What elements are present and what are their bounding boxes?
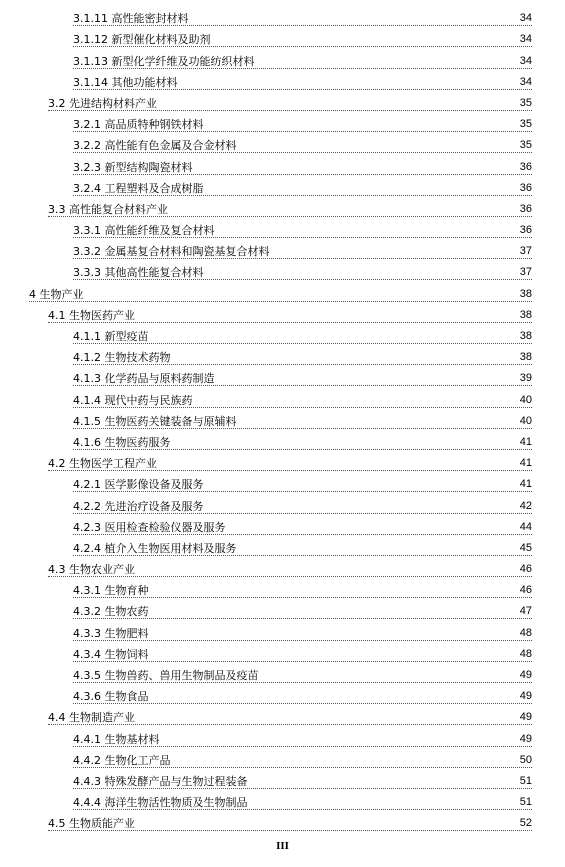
toc-entry-title: 3.3.2 金属基复合材料和陶瓷基复合材料 [73,245,270,259]
toc-entry-page: 37 [519,245,532,258]
toc-entry-page: 49 [519,732,532,745]
toc-entry-title: 4 生物产业 [29,287,84,301]
dot-leader [73,364,532,365]
toc-entry-title: 3.1.14 其他功能材料 [73,75,178,89]
toc-entry-page: 44 [519,520,532,533]
dot-leader [48,470,532,471]
toc-entry-page: 51 [519,796,532,809]
toc-entry[interactable] [0,411,565,432]
dot-leader [73,491,532,492]
toc-entry-page: 36 [519,181,532,194]
toc-entry-page: 34 [519,54,532,67]
toc-entry-page: 35 [519,118,532,131]
table-of-contents [0,8,565,834]
toc-entry-page: 38 [519,351,532,364]
toc-entry-page: 38 [519,287,532,300]
toc-entry[interactable] [0,665,565,686]
toc-entry-title: 4.4.4 海洋生物活性物质及生物制品 [73,796,248,810]
dot-leader [73,682,532,683]
dot-leader [73,661,532,662]
toc-entry-page: 38 [519,330,532,342]
toc-entry[interactable] [0,453,565,474]
toc-entry-title: 4.4.3 特殊发酵产品与生物过程装备 [73,774,248,788]
dot-leader [73,385,532,386]
toc-entry-title: 4.1.1 新型疫苗 [73,330,149,343]
toc-entry[interactable] [0,495,565,516]
dot-leader [48,322,532,323]
toc-entry-page: 46 [519,584,532,597]
dot-leader [73,237,532,238]
toc-entry[interactable] [0,750,565,771]
dot-leader [73,258,532,259]
toc-entry[interactable] [0,813,565,834]
toc-entry-title: 4.3.3 生物肥料 [73,626,149,640]
toc-entry-page: 49 [519,711,532,724]
toc-entry-title: 3.2 先进结构材料产业 [48,96,157,110]
toc-entry[interactable] [0,432,565,453]
toc-entry-title: 4.5 生物质能产业 [48,817,135,831]
toc-entry-title: 4.3.2 生物农药 [73,605,149,619]
toc-entry[interactable] [0,29,565,50]
toc-entry[interactable] [0,559,565,580]
toc-entry-title: 3.1.12 新型催化材料及助剂 [73,33,211,47]
dot-leader [73,407,532,408]
dot-leader [73,513,532,514]
toc-entry-title: 4.1.2 生物技术药物 [73,351,171,365]
toc-entry-title: 4.2.4 植介入生物医用材料及服务 [73,541,237,555]
toc-entry-title: 4.3 生物农业产业 [48,563,135,577]
toc-entry[interactable] [0,474,565,495]
toc-entry[interactable] [0,135,565,156]
toc-entry[interactable] [0,178,565,199]
dot-leader [73,131,532,132]
dot-leader [73,788,532,789]
toc-entry[interactable] [0,771,565,792]
toc-entry[interactable] [0,50,565,71]
dot-leader [73,534,532,535]
toc-entry[interactable] [0,326,565,347]
toc-entry[interactable] [0,622,565,643]
toc-entry-title: 3.2.1 高品质特种钢铁材料 [73,118,204,132]
toc-entry-page: 36 [519,160,532,173]
toc-entry-page: 48 [519,647,532,660]
dot-leader [73,89,532,90]
toc-entry-page: 34 [519,33,532,46]
toc-entry-page: 49 [519,669,532,681]
toc-entry-page: 41 [519,478,532,491]
toc-entry-page: 46 [519,563,532,576]
dot-leader [73,640,532,641]
toc-entry-title: 4.1.4 现代中药与民族药 [73,393,193,407]
toc-entry[interactable] [0,347,565,368]
dot-leader [48,216,532,217]
toc-entry-title: 3.3.3 其他高性能复合材料 [73,266,204,280]
dot-leader [48,110,532,111]
toc-entry[interactable] [0,389,565,410]
toc-entry-title: 3.2.3 新型结构陶瓷材料 [73,160,193,174]
toc-entry-page: 52 [519,817,532,830]
toc-entry-page: 48 [519,626,532,639]
dot-leader [73,46,532,47]
toc-entry-title: 4.1 生物医药产业 [48,308,135,322]
toc-entry-title: 4.2 生物医学工程产业 [48,457,157,471]
dot-leader [73,25,532,26]
toc-entry-page: 34 [519,75,532,88]
toc-entry[interactable] [0,72,565,93]
toc-entry[interactable] [0,580,565,601]
toc-entry-page: 50 [519,753,532,766]
dot-leader [73,746,532,747]
toc-entry-title: 4.4.2 生物化工产品 [73,753,171,767]
toc-entry-title: 4.2.1 医学影像设备及服务 [73,478,204,492]
toc-entry-page: 42 [519,499,532,512]
toc-entry[interactable] [0,262,565,283]
toc-entry-page: 45 [519,541,532,554]
dot-leader [73,618,532,619]
toc-entry-title: 3.1.13 新型化学纤维及功能纺织材料 [73,54,255,68]
toc-entry-page: 37 [519,266,532,279]
toc-entry[interactable] [0,686,565,707]
toc-entry-page: 41 [519,457,532,470]
toc-entry-page: 40 [519,393,532,406]
toc-entry-page: 40 [519,414,532,427]
dot-leader [73,555,532,556]
toc-entry-title: 4.3.4 生物饲料 [73,647,149,661]
toc-entry[interactable] [0,199,565,220]
toc-entry[interactable] [0,707,565,728]
toc-entry-title: 4.4 生物制造产业 [48,711,135,725]
toc-entry-title: 3.3.1 高性能纤维及复合材料 [73,224,215,238]
toc-entry-title: 3.2.4 工程塑料及合成树脂 [73,181,204,195]
toc-entry-title: 4.1.5 生物医药关键装备与原辅料 [73,414,237,428]
toc-entry[interactable] [0,644,565,665]
toc-entry[interactable] [0,8,565,29]
dot-leader [73,809,532,810]
toc-entry-title: 4.1.6 生物医药服务 [73,435,171,449]
dot-leader [48,724,532,725]
toc-entry-page: 39 [519,372,532,385]
toc-entry-page: 35 [519,96,532,109]
dot-leader [73,279,532,280]
dot-leader [73,767,532,768]
dot-leader [73,343,532,344]
dot-leader [73,449,532,450]
toc-entry-title: 3.3 高性能复合材料产业 [48,202,168,216]
toc-entry[interactable] [0,728,565,749]
toc-entry[interactable] [0,538,565,559]
page-number: III [276,840,289,852]
dot-leader [73,428,532,429]
toc-entry[interactable] [0,220,565,241]
toc-entry[interactable] [0,241,565,262]
dot-leader [48,576,532,577]
toc-entry-title: 4.3.6 生物食品 [73,690,149,704]
toc-entry[interactable] [0,517,565,538]
dot-leader [73,597,532,598]
dot-leader [29,301,532,302]
toc-entry[interactable] [0,368,565,389]
toc-entry-page: 36 [519,224,532,237]
toc-entry-title: 4.4.1 生物基材料 [73,732,160,746]
toc-entry[interactable] [0,792,565,813]
toc-entry[interactable] [0,93,565,114]
toc-entry-title: 4.3.1 生物育种 [73,584,149,598]
toc-entry-page: 51 [519,774,532,787]
toc-entry-title: 4.2.3 医用检查检验仪器及服务 [73,520,226,534]
toc-entry[interactable] [0,305,565,326]
toc-entry-title: 3.1.11 高性能密封材料 [73,12,189,26]
dot-leader [73,195,532,196]
toc-entry-page: 34 [519,12,532,25]
dot-leader [73,174,532,175]
toc-entry[interactable] [0,156,565,177]
toc-entry-title: 4.3.5 生物兽药、兽用生物制品及疫苗 [73,669,259,682]
toc-entry-page: 35 [519,139,532,152]
toc-entry-title: 4.1.3 化学药品与原料药制造 [73,372,215,386]
toc-entry-title: 4.2.2 先进治疗设备及服务 [73,499,204,513]
toc-entry-title: 3.2.2 高性能有色金属及合金材料 [73,139,237,153]
dot-leader [73,152,532,153]
toc-entry[interactable] [0,283,565,304]
toc-entry-page: 47 [519,605,532,618]
toc-entry[interactable] [0,114,565,135]
toc-entry-page: 49 [519,690,532,703]
dot-leader [48,830,532,831]
dot-leader [73,68,532,69]
toc-entry-page: 41 [519,435,532,448]
toc-entry-page: 38 [519,308,532,321]
toc-entry[interactable] [0,601,565,622]
toc-entry-page: 36 [519,202,532,215]
dot-leader [73,703,532,704]
